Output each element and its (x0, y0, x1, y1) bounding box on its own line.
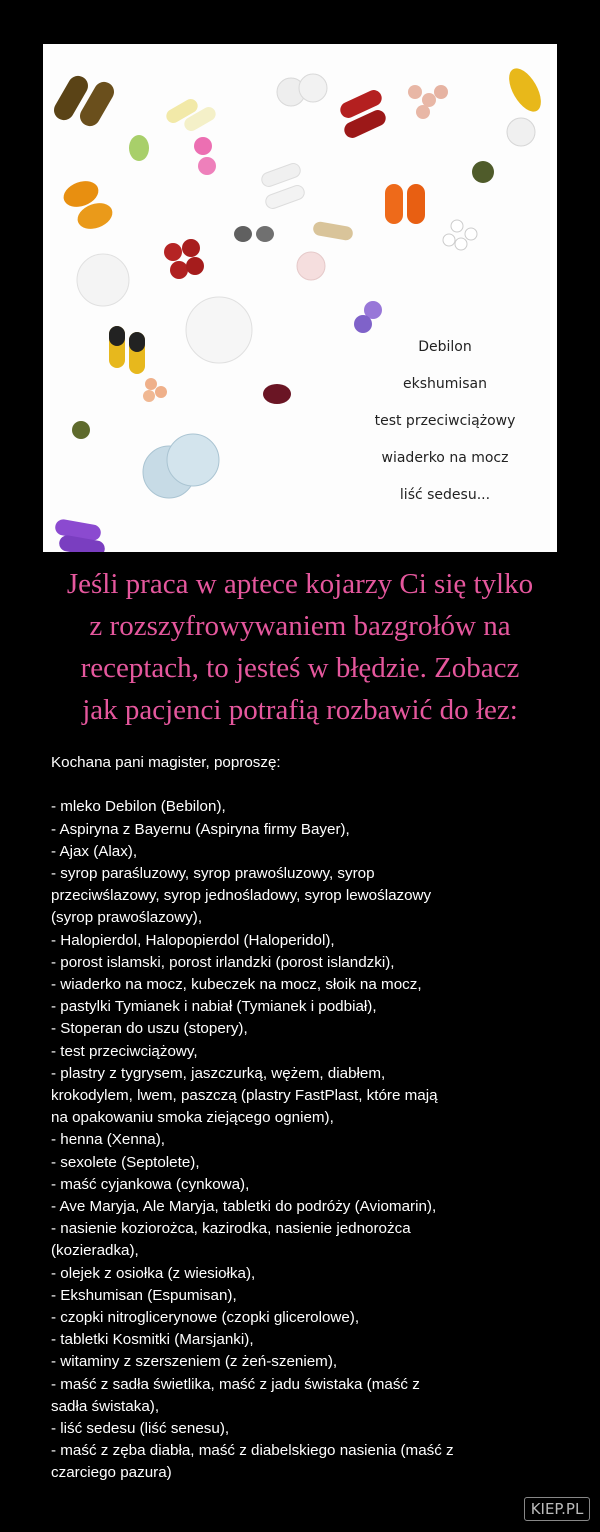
body-line: - Halopierdol, Halopopierdol (Haloperidol), (51, 931, 335, 949)
photo-label: liść sedesu... (399, 487, 491, 503)
photo-label: wiaderko na mocz (381, 450, 509, 466)
headline-line: z rozszyfrowywaniem bazgrołów na (89, 610, 511, 642)
body-line: czarciego pazura) (51, 1464, 172, 1482)
body-line: - maść z zęba diabła, maść z diabelskiego nasienia (maść z (51, 1442, 454, 1460)
body-line: sadła świstaka), (51, 1397, 160, 1415)
body-line: - Ave Maryja, Ale Maryja, tabletki do podróży (Aviomarin), (51, 1198, 437, 1216)
body-line: - tabletki Kosmitki (Marsjanki), (51, 1331, 254, 1349)
body-line: - czopki nitroglicerynowe (czopki glicerolowe), (51, 1309, 360, 1327)
body-line: - plastry z tygrysem, jaszczurką, wężem, diabłem, (51, 1064, 386, 1082)
headline-line: Jeśli praca w aptece kojarzy Ci się tylko (66, 568, 534, 600)
body-line: (kozieradka), (51, 1242, 139, 1260)
photo-label: Debilon (418, 339, 472, 355)
body-line: - Ajax (Alax), (51, 842, 138, 860)
body-line: - henna (Xenna), (51, 1131, 165, 1149)
body-line: krokodylem, lwem, paszczą (plastry FastPlast, które mają (51, 1087, 438, 1105)
body-line: (syrop prawoślazowy), (51, 909, 203, 927)
body-line: - liść sedesu (liść senesu), (51, 1420, 230, 1438)
body-line: - witaminy z szerszeniem (z żeń-szeniem), (51, 1353, 338, 1371)
photo-label: test przeciwciążowy (374, 413, 516, 429)
body-line: - olejek z osiołka (z wiesiołka), (51, 1264, 256, 1282)
headline (20, 563, 580, 731)
photo-label: ekshumisan (402, 376, 488, 392)
body-line: - sexolete (Septolete), (51, 1153, 200, 1171)
body-line: - maść cyjankowa (cynkowa), (51, 1175, 250, 1193)
pills-photo (43, 44, 557, 552)
body-line: - pastylki Tymianek i nabiał (Tymianek i podbiał), (51, 998, 377, 1016)
body-lines (51, 796, 561, 1484)
body-line: - porost islamski, porost irlandzki (porost islandzki), (51, 953, 395, 971)
body-line: na opakowaniu smoka ziejącego ogniem), (51, 1109, 334, 1127)
body-line: - maść z sadła świetlika, maść z jadu świstaka (maść z (51, 1375, 420, 1393)
body-line: - Aspiryna z Bayernu (Aspiryna firmy Bayer), (51, 820, 350, 838)
site-logo[interactable]: KIEP.PL (524, 1497, 590, 1521)
body-line: - wiaderko na mocz, kubeczek na mocz, słoik na mocz, (51, 976, 422, 994)
body-line: - nasienie koziorożca, kazirodka, nasienie jednorożca (51, 1220, 411, 1238)
body-line: - test przeciwciążowy, (51, 1042, 198, 1060)
body-line: - Ekshumisan (Espumisan), (51, 1286, 237, 1304)
body-line: - Stoperan do uszu (stopery), (51, 1020, 248, 1038)
body-text (51, 752, 561, 1485)
headline-line: receptach, to jesteś w błędzie. Zobacz (80, 652, 520, 684)
body-line: - syrop paraśluzowy, syrop prawośluzowy, syrop (51, 865, 375, 882)
headline-line: jak pacjenci potrafią rozbawić do łez: (82, 694, 518, 726)
intro-line: Kochana pani magister, poproszę: (51, 754, 281, 771)
blank-line (51, 774, 561, 796)
body-line: - mleko Debilon (Bebilon), (51, 798, 226, 816)
body-line: przeciwślazowy, syrop jednośladowy, syrop lewoślazowy (51, 887, 432, 905)
photo-labels (333, 340, 557, 525)
